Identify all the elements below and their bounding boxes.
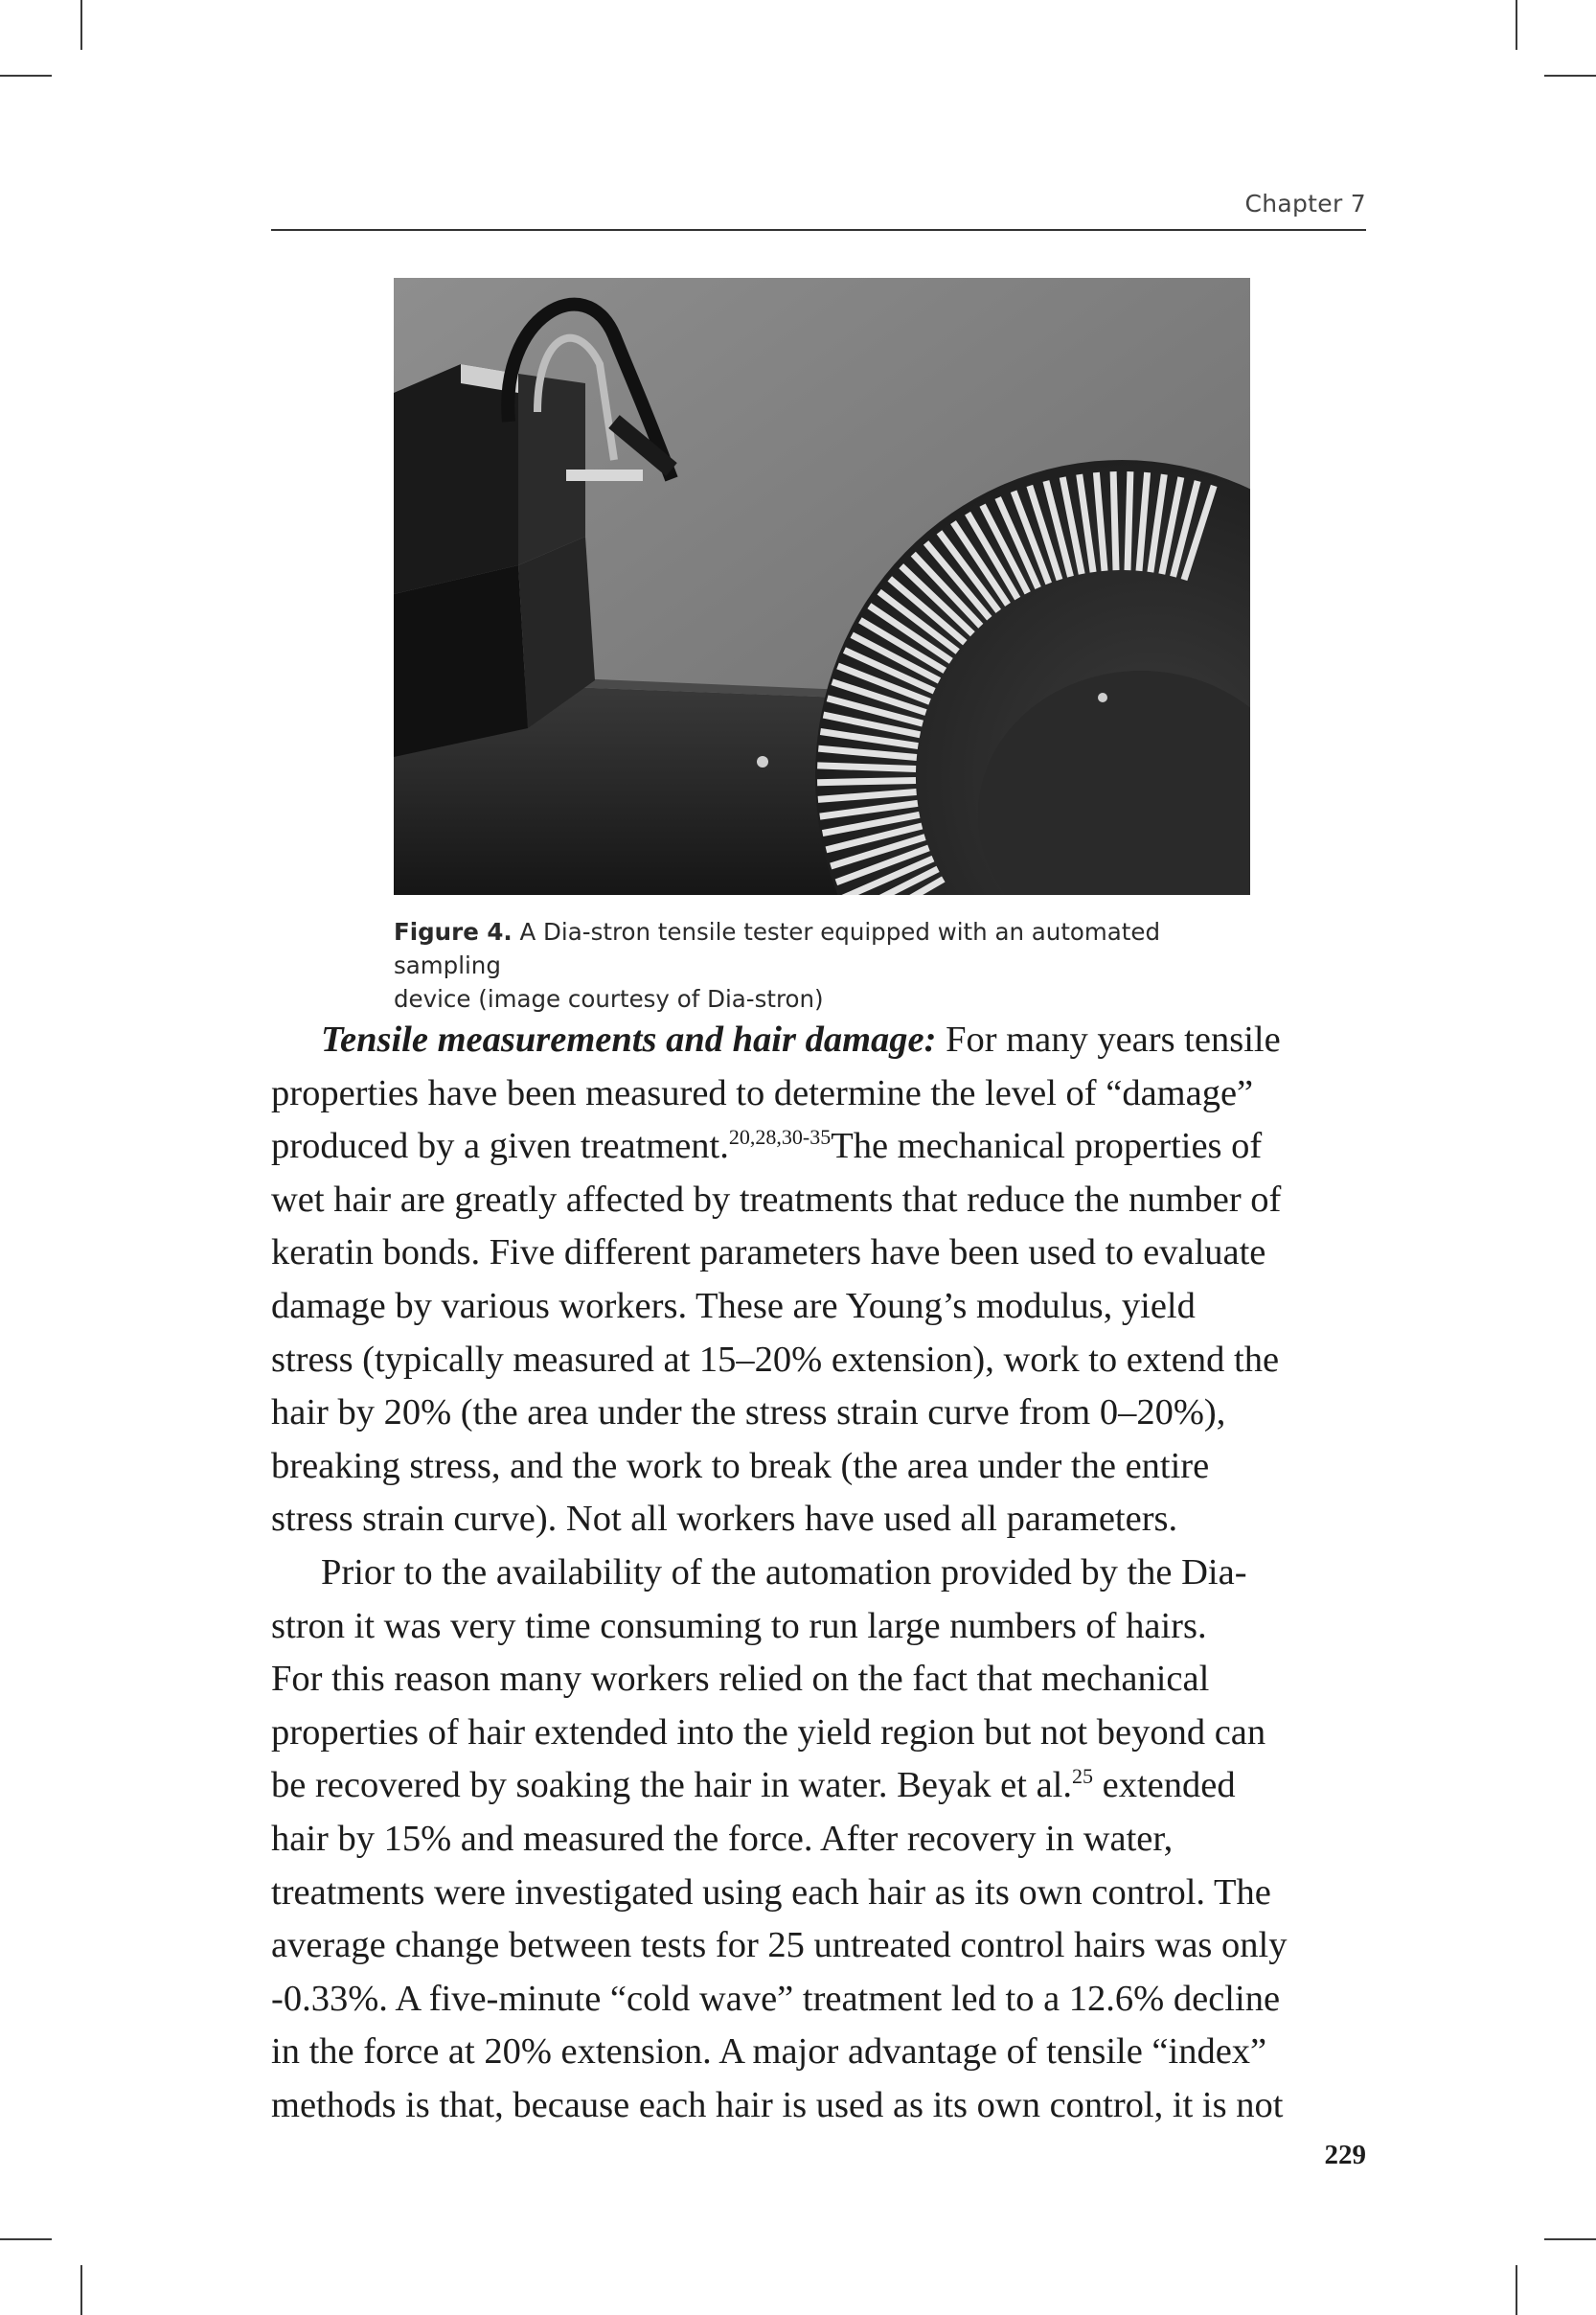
paragraph-tensile-damage <box>271 1014 1366 1547</box>
crop-mark-bottom-right-horizontal <box>1544 2238 1596 2240</box>
text-line: stress (typically measured at 15–20% extension), work to extend the <box>271 1339 1280 1380</box>
text-line <box>271 1014 1366 1067</box>
citation-superscript: 20,28,30-35 <box>728 1125 832 1150</box>
text-line: damage by various workers. These are Young’s modulus, yield <box>271 1285 1196 1326</box>
running-head: Chapter 7 <box>1244 190 1366 218</box>
crop-mark-top-right-horizontal <box>1544 75 1596 77</box>
header-rule <box>271 229 1366 231</box>
figure-caption-line1: A Dia-stron tensile tester equipped with an automated sampling <box>394 918 1161 979</box>
text-line: properties have been measured to determine the level of “damage” <box>271 1072 1254 1113</box>
page-number: 229 <box>1324 2140 1366 2170</box>
text-line: Prior to the availability of the automation provided by the Dia- <box>321 1551 1247 1593</box>
run-in-heading: Tensile measurements and hair damage: <box>321 1020 937 1060</box>
text-line <box>271 1759 1366 1813</box>
text-line: in the force at 20% extension. A major advantage of tensile “index” <box>271 2031 1267 2073</box>
text-line: hair by 15% and measured the force. After recovery in water, <box>271 1818 1174 1859</box>
text-line: methods is that, because each hair is used as its own control, it is not <box>271 2084 1284 2125</box>
carousel-tooth <box>1128 471 1130 570</box>
text-span: be recovered by soaking the hair in water. Beyak et al. <box>271 1765 1072 1806</box>
text-line: treatments were investigated using each hair as its own control. The <box>271 1871 1271 1913</box>
text-line: For this reason many workers relied on the fact that mechanical <box>271 1659 1210 1700</box>
carousel-tooth <box>817 766 916 769</box>
body-text <box>271 1014 1366 2132</box>
text-line: hair by 20% (the area under the stress strain curve from 0–20%), <box>271 1392 1226 1433</box>
crop-mark-top-right-vertical <box>1516 0 1517 50</box>
text-span: For many years tensile <box>936 1020 1281 1060</box>
crop-mark-top-left-vertical <box>80 0 82 50</box>
text-line: -0.33%. A five-minute “cold wave” treatment led to a 12.6% decline <box>271 1978 1281 2019</box>
carousel-tooth <box>817 781 916 783</box>
crop-mark-top-left-horizontal <box>0 75 52 77</box>
text-span: extended <box>1092 1765 1236 1806</box>
text-line: average change between tests for 25 untreated control hairs was only <box>271 1925 1288 1966</box>
citation-superscript: 25 <box>1071 1764 1093 1789</box>
figure-label: Figure 4. <box>394 918 513 946</box>
text-span: produced by a given treatment. <box>271 1126 729 1167</box>
paragraph-automation <box>271 1547 1366 2133</box>
text-line: stron it was very time consuming to run large numbers of hairs. <box>271 1605 1207 1646</box>
text-line: stress strain curve). Not all workers have used all parameters. <box>271 1499 1178 1540</box>
figure-caption-line2: device (image courtesy of Dia-stron) <box>394 985 824 1013</box>
crop-mark-bottom-left-horizontal <box>0 2238 52 2240</box>
text-line: wet hair are greatly affected by treatments that reduce the number of <box>271 1179 1282 1220</box>
crop-mark-bottom-right-vertical <box>1516 2265 1517 2315</box>
text-line <box>271 1120 1366 1174</box>
text-span: The mechanical properties of <box>831 1126 1263 1167</box>
text-line: breaking stress, and the work to break (the area under the entire <box>271 1445 1210 1486</box>
carousel-tooth <box>1113 471 1116 570</box>
figure-caption <box>394 915 1250 1016</box>
text-line: keratin bonds. Five different parameters have been used to evaluate <box>271 1232 1266 1273</box>
text-line: properties of hair extended into the yield region but not beyond can <box>271 1711 1266 1753</box>
figure-photo-tensile-tester <box>394 278 1250 895</box>
crop-mark-bottom-left-vertical <box>80 2265 82 2315</box>
